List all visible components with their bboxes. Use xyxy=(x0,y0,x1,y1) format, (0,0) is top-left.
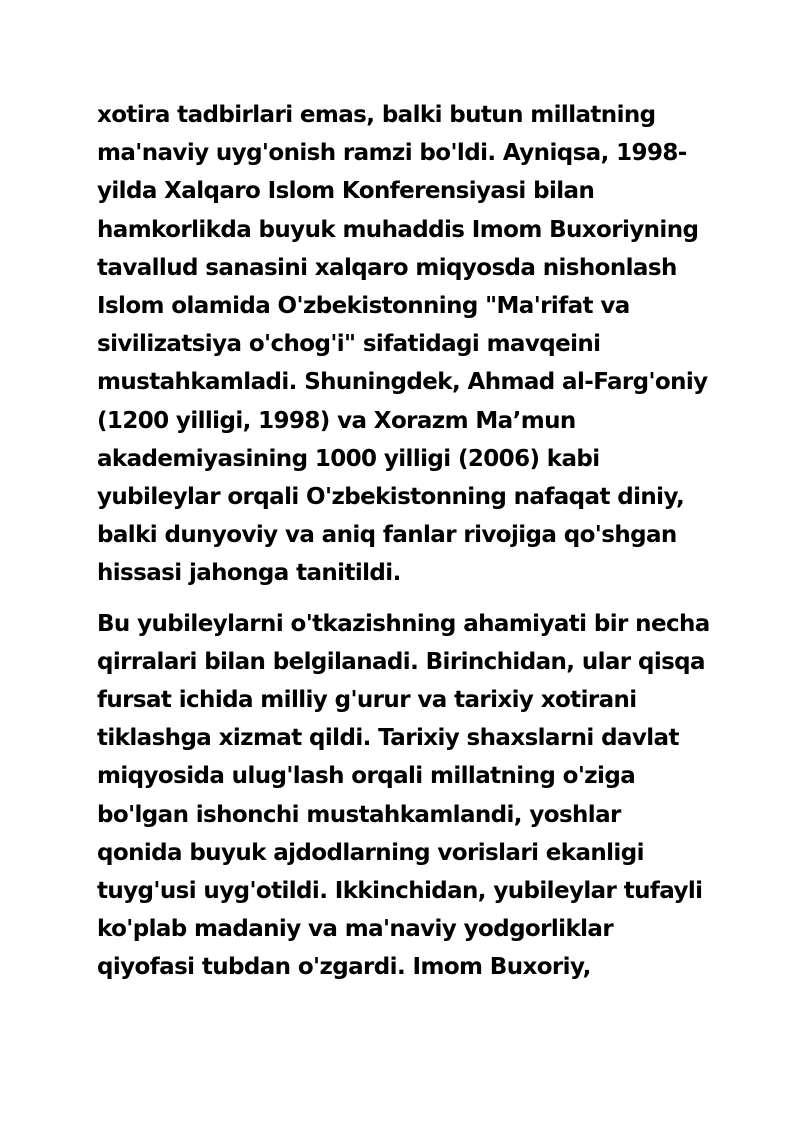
text-line: xotira tadbirlari emas, balki butun millatning xyxy=(97,102,656,128)
text-line: tavallud sanasini xalqaro miqyosda nishonlash xyxy=(97,254,677,281)
text-line: qiyofasi tubdan o'zgardi. Imom Buxoriy, xyxy=(97,954,591,981)
text-line: ma'naviy uyg'onish ramzi bo'ldi. Ayniqsa, 1998- xyxy=(97,140,687,167)
text-line: balki dunyoviy va aniq fanlar rivojiga qo'shgan xyxy=(97,522,677,549)
text-line: Islom olamida O'zbekistonning "Ma'rifat va xyxy=(97,293,630,320)
text-line: qirralari bilan belgilanadi. Birinchidan, ular qisqa xyxy=(97,648,705,675)
text-line: fursat ichida milliy g'urur va tarixiy xotirani xyxy=(97,687,637,714)
text-line: yilda Xalqaro Islom Konferensiyasi bilan xyxy=(97,178,595,205)
text-line: tuyg'usi uyg'otildi. Ikkinchidan, yubileylar tufayli xyxy=(97,878,703,905)
text-line: qonida buyuk ajdodlarning vorislari ekanligi xyxy=(97,839,644,866)
text-line: akademiyasining 1000 yilligi (2006) kabi xyxy=(97,445,600,472)
text-line: (1200 yilligi, 1998) va Xorazm Ma’mun xyxy=(97,407,576,434)
text-line: ko'plab madaniy va ma'naviy yodgorliklar xyxy=(97,916,614,943)
text-line: miqyosida ulug'lash orqali millatning o'ziga xyxy=(97,763,636,790)
text-line: mustahkamladi. Shuningdek, Ahmad al-Farg'oniy xyxy=(97,369,708,396)
text-line: Bu yubileylarni o'tkazishning ahamiyati bir necha xyxy=(97,610,710,637)
text-line: tiklashga xizmat qildi. Tarixiy shaxslarni davlat xyxy=(97,725,679,752)
text-line: hissasi jahonga tanitildi. xyxy=(97,560,401,587)
text-line: sivilizatsiya o'chog'i" sifatidagi mavqeini xyxy=(97,331,601,358)
text-line: bo'lgan ishonchi mustahkamlandi, yoshlar xyxy=(97,801,621,828)
paragraph-1 xyxy=(97,96,717,593)
paragraph-2 xyxy=(97,605,717,987)
text-line: hamkorlikda buyuk muhaddis Imom Buxoriyning xyxy=(97,216,699,243)
text-line: yubileylar orqali O'zbekistonning nafaqat diniy, xyxy=(97,484,685,511)
document-page xyxy=(97,96,717,987)
